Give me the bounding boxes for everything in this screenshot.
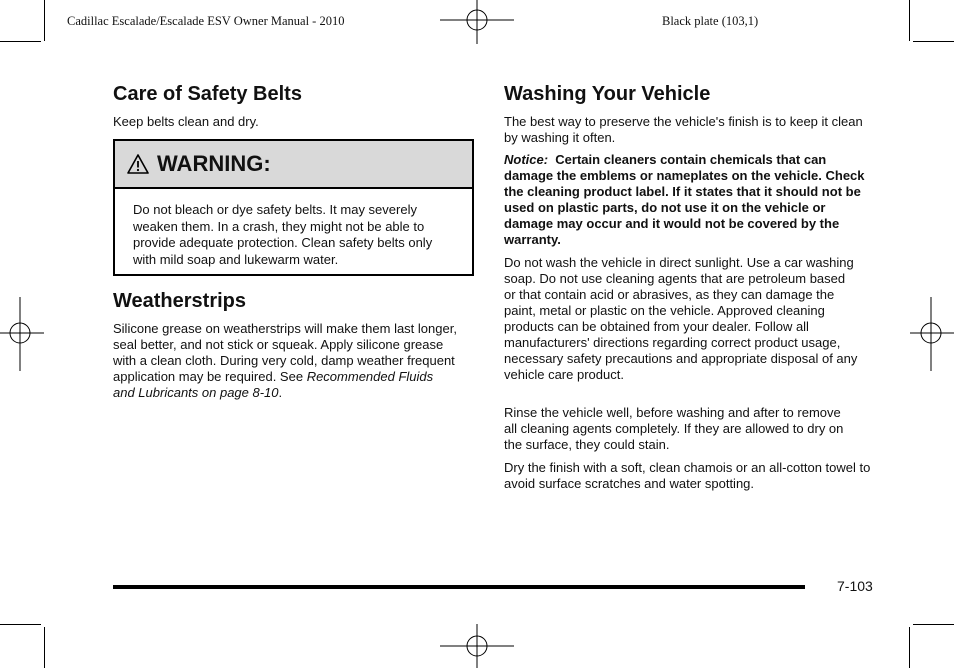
warning-triangle-icon: [127, 154, 149, 174]
crop-mark: [913, 41, 954, 42]
warning-box: [113, 139, 474, 276]
washing-paragraph-3: Dry the finish with a soft, clean chamois or an all-cotton towel to avoid surface scratches and water spotting.: [504, 460, 871, 491]
crop-mark: [909, 627, 910, 668]
weatherstrips-heading: Weatherstrips: [113, 290, 247, 312]
sentence-end: .: [278, 385, 283, 400]
registration-mark-top: [440, 0, 514, 44]
weatherstrips-text: [113, 321, 458, 401]
crop-mark: [44, 0, 45, 41]
crop-mark: [0, 41, 41, 42]
washing-paragraph-2: Rinse the vehicle well, before washing and after to remove all cleaning agents completely. If they are allowed to dry on the surface, they could stain.: [504, 405, 844, 452]
registration-mark-left: [0, 297, 44, 371]
washing-intro: The best way to preserve the vehicle's finish is to keep it clean by washing it often.: [504, 114, 863, 145]
washing-paragraph-1: Do not wash the vehicle in direct sunlight. Use a car washing soap. Do not use cleaning agents that are petroleum based or that contain acid or abrasives, as they can damage the paint, metal or plastic on the vehicle. Approved cleaning products can be obtained from your dealer. Follow all manufacturers' directions regarding correct product usage, necessary safety precautions and appropriate disposal of any vehicle care product.: [504, 255, 858, 382]
warning-text: Do not bleach or dye safety belts. It may severely weaken them. In a crash, they might not be able to provide adequate protection. Clean safety belts only with mild soap and lukewarm water.: [133, 202, 433, 267]
care-safety-belts-heading: Care of Safety Belts: [113, 83, 302, 105]
notice-label: Notice:: [504, 152, 549, 167]
crop-mark: [909, 0, 910, 41]
crop-mark: [44, 627, 45, 668]
header-title: Cadillac Escalade/Escalade ESV Owner Manual - 2010: [67, 14, 345, 28]
notice-paragraph: [504, 152, 870, 248]
warning-header: [115, 141, 472, 189]
page-number: 7-103: [837, 578, 873, 594]
weatherstrips-body: Silicone grease on weatherstrips will make them last longer, seal better, and not stick or squeak. Apply silicone grease with a clean cloth. During very cold, damp weather frequent application may be required. See: [113, 321, 457, 384]
crop-mark: [0, 624, 41, 625]
warning-title: WARNING:: [157, 151, 271, 176]
crop-mark: [913, 624, 954, 625]
cross-reference-link[interactable]: Recommended Fluids and Lubricants on page 8-10: [113, 369, 434, 400]
footer-rule: [113, 585, 805, 589]
registration-mark-right: [910, 297, 954, 371]
plate-label: Black plate (103,1): [662, 14, 759, 28]
care-safety-belts-text: Keep belts clean and dry.: [113, 114, 259, 129]
registration-mark-bottom: [440, 624, 514, 668]
washing-vehicle-heading: Washing Your Vehicle: [504, 83, 711, 105]
notice-text: Certain cleaners contain chemicals that can damage the emblems or nameplates on the vehicle. Check the cleaning product label. If it states that it should not be used on plastic parts, do not use it on the vehicle or damage may occur and it would not be covered by the warranty.: [504, 152, 865, 247]
